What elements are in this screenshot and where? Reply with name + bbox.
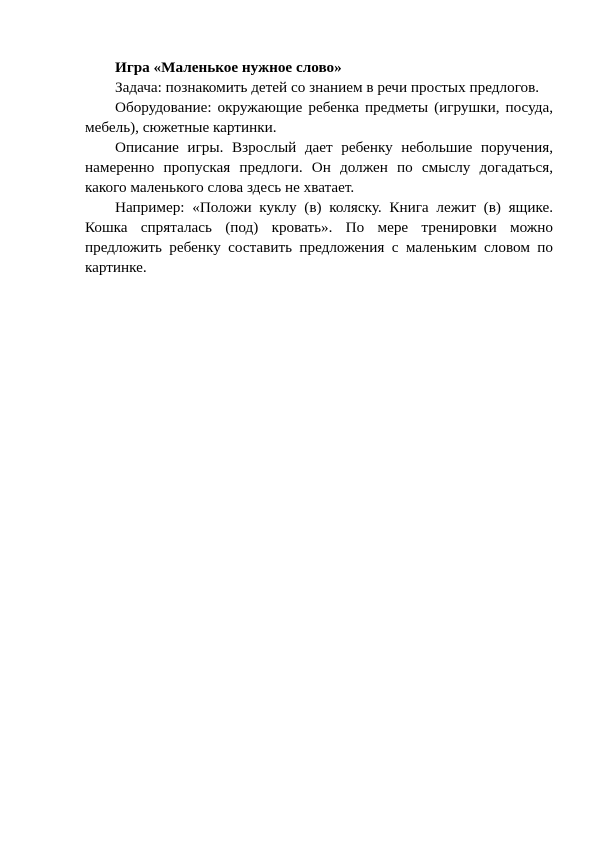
document-body — [85, 58, 553, 278]
task-paragraph: Задача: познакомить детей со знанием в речи простых предлогов. — [115, 79, 540, 96]
game-title: Игра «Маленькое нужное слово» — [115, 59, 342, 76]
equipment-paragraph: Оборудование: окружающие ребенка предметы (игрушки, посуда, мебель), сюжетные картинки. — [85, 99, 553, 136]
description-paragraph: Описание игры. Взрослый дает ребенку небольшие поручения, намеренно пропуская предлоги. Он должен по смыслу догадаться, какого маленького слова здесь не хватает. — [85, 139, 553, 196]
example-paragraph: Например: «Положи куклу (в) коляску. Книга лежит (в) ящике. Кошка спряталась (под) кровать». По мере тренировки можно предложить ребенку составить предложения с маленьким словом по картинке. — [85, 199, 553, 276]
